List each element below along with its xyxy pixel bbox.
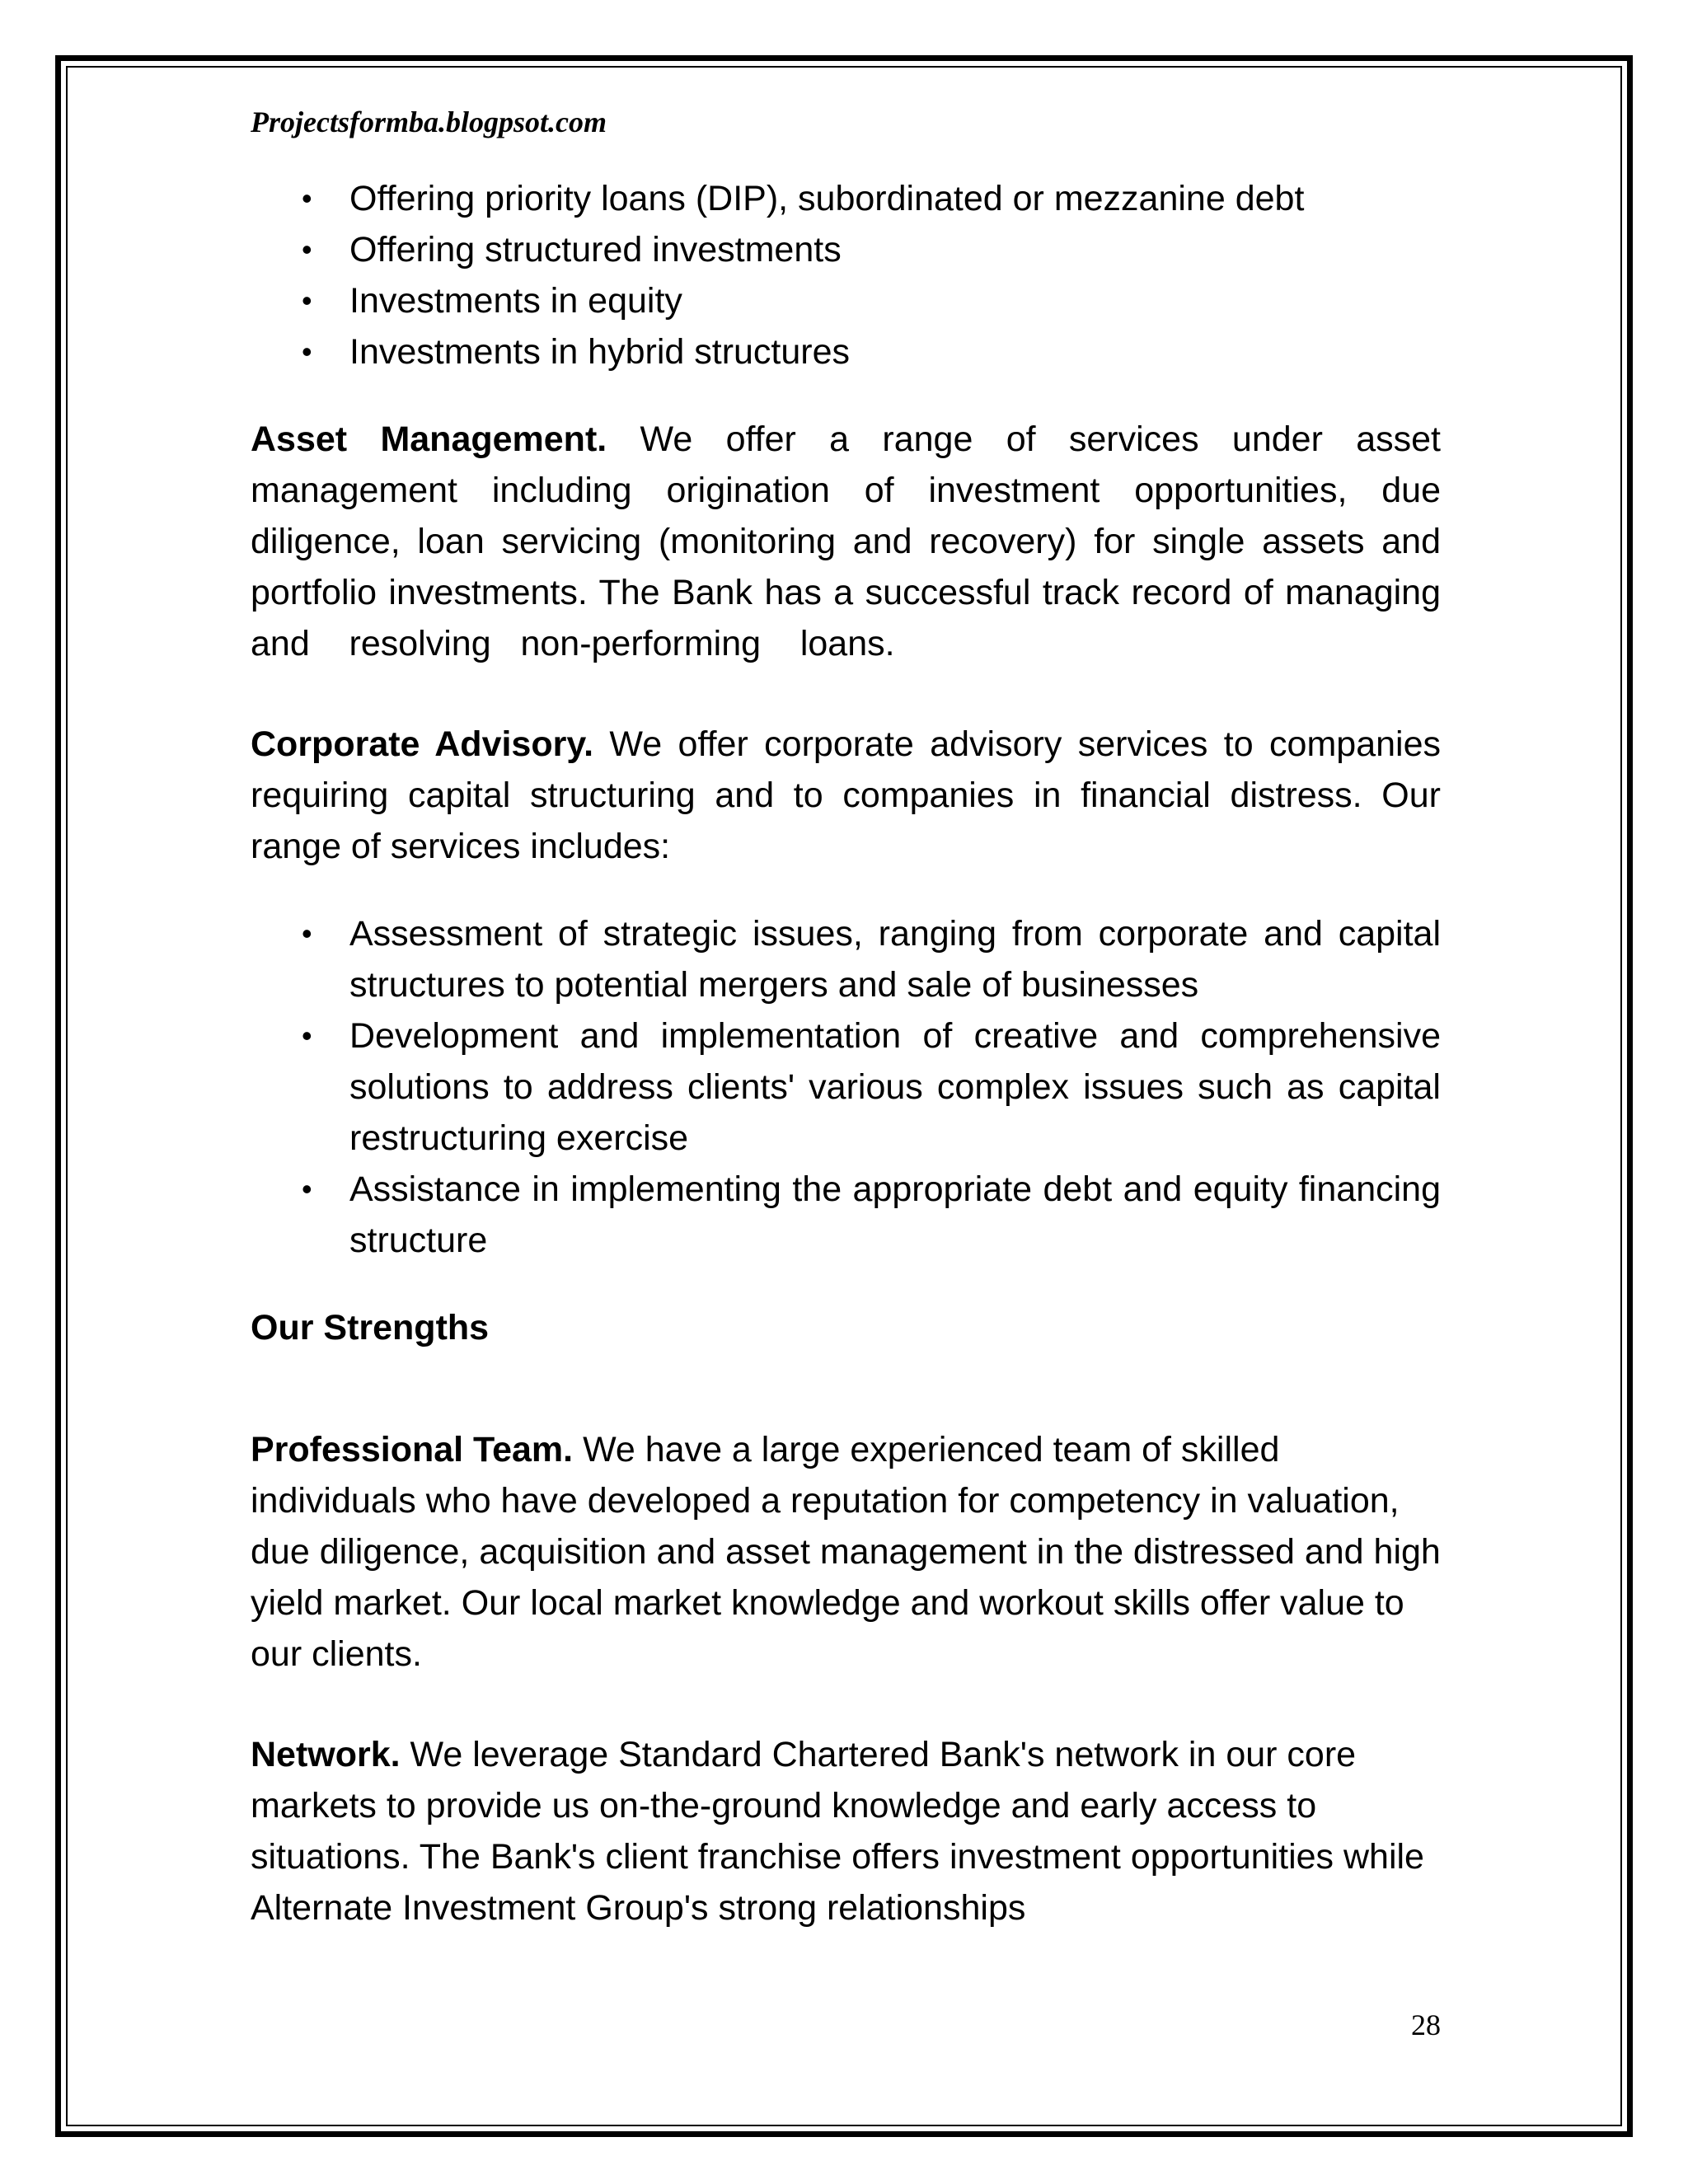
bullet-icon: •: [302, 232, 312, 266]
list-item-text: Investments in hybrid structures: [349, 332, 851, 372]
spacer: [251, 872, 1441, 908]
bullet-icon: •: [302, 181, 312, 215]
list-item: [251, 224, 1441, 275]
page-number: 28: [1411, 2008, 1441, 2041]
spacer: [251, 1353, 1441, 1424]
professional-team-paragraph: [251, 1424, 1441, 1680]
spacer: [251, 669, 1441, 719]
network-text: We leverage Standard Chartered Bank's network in our core markets to provide us on-the-ground knowledge and early access to situations. The Bank's client franchise offers investment opportunities while Alternate Investment Group's strong relationships: [251, 1735, 1424, 1928]
bullet-icon: •: [302, 1019, 312, 1052]
bullet-icon: •: [302, 916, 312, 950]
corporate-advisory-heading: Corporate Advisory.: [251, 724, 594, 764]
bullet-icon: •: [302, 335, 312, 368]
professional-team-text: We have a large experienced team of skilled individuals who have developed a reputation for competency in valuation, due diligence, acquisition and asset management in the distressed and high yield market. Our local market knowledge and workout skills offer value to our clients.: [251, 1430, 1441, 1674]
section-heading-strengths: Our Strengths: [251, 1308, 490, 1347]
advisory-bullet-list: [251, 908, 1441, 1266]
corporate-advisory-paragraph: [251, 719, 1441, 872]
bullet-icon: •: [302, 1172, 312, 1206]
list-item: [251, 326, 1441, 377]
site-header: Projectsformba.blogpsot.com: [251, 105, 607, 138]
list-item: [251, 908, 1441, 1010]
list-item: [251, 275, 1441, 326]
list-item-text: Offering structured investments: [349, 230, 842, 269]
list-item-text: Assessment of strategic issues, ranging from corporate and capital structures to potential mergers and sale of businesses: [349, 914, 1441, 1005]
list-item: [251, 1010, 1441, 1164]
asset-management-paragraph: [251, 414, 1451, 669]
list-item: [251, 1164, 1441, 1266]
spacer: [251, 377, 1441, 414]
list-item-text: Investments in equity: [349, 281, 682, 321]
bullet-icon: •: [302, 284, 312, 317]
professional-team-heading: Professional Team.: [251, 1430, 574, 1469]
network-heading: Network.: [251, 1735, 401, 1774]
list-item-text: Offering priority loans (DIP), subordinated or mezzanine debt: [349, 179, 1305, 218]
network-paragraph: [251, 1729, 1441, 1933]
page-content: [251, 97, 1451, 1933]
spacer: [251, 1266, 1441, 1302]
list-item: [251, 173, 1441, 224]
services-bullet-list: [251, 173, 1441, 377]
list-item-text: Assistance in implementing the appropriate debt and equity financing structure: [349, 1169, 1441, 1260]
corporate-advisory-text: We offer corporate advisory services to companies requiring capital structuring and to companies in financial distress. Our range of services includes:: [251, 724, 1441, 866]
spacer: [251, 1680, 1441, 1729]
asset-management-heading: Asset Management.: [251, 419, 607, 459]
list-item-text: Development and implementation of creative and comprehensive solutions to address clients' various complex issues such as capital restructuring exercise: [349, 1016, 1441, 1158]
asset-management-text: We offer a range of services under asset management including origination of investment opportunities, due diligence, loan servicing (monitoring and recovery) for single assets and portfolio investments. The Bank has a successful track record of managing and resolving non-performing loans.: [251, 419, 1451, 663]
